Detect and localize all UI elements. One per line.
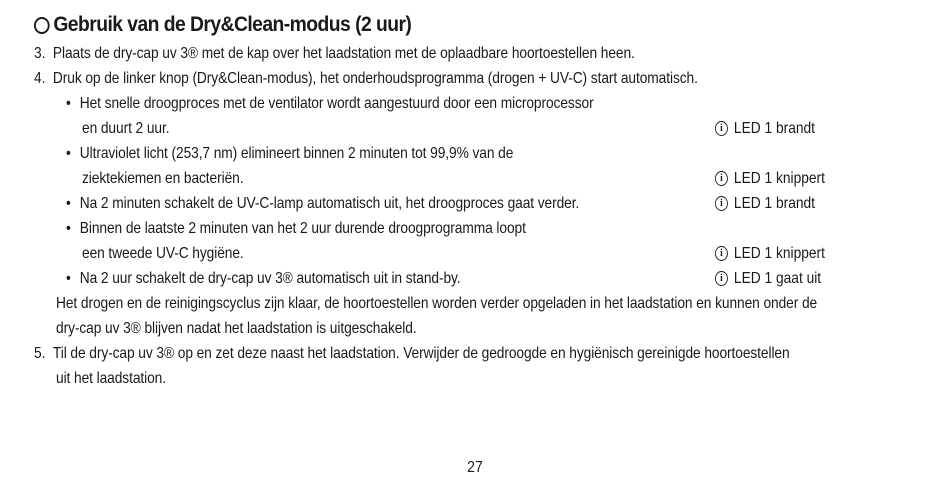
- step-number: 5.: [34, 345, 46, 362]
- step-text-continued: uit het laadstation.: [56, 370, 166, 387]
- led-status: [715, 191, 815, 216]
- info-icon: i: [715, 271, 728, 286]
- step-5: [34, 341, 790, 366]
- bullet-text-continued: en duurt 2 uur.: [82, 120, 170, 137]
- info-icon: i: [715, 246, 728, 261]
- led-status: [715, 241, 825, 266]
- bullet-marker: •: [66, 95, 71, 112]
- bullet-text: Na 2 uur schakelt de dry-cap uv 3® automatisch uit in stand-by.: [79, 270, 461, 287]
- bullet-text: Na 2 minuten schakelt de UV-C-lamp automatisch uit, het droogproces gaat verder.: [79, 195, 580, 212]
- section-heading: [34, 10, 411, 40]
- step-number: 3.: [34, 45, 46, 62]
- closing-paragraph: Het drogen en de reinigingscyclus zijn klaar, de hoortoestellen worden verder opgeladen in het laadstation en kunnen onder de: [56, 295, 818, 312]
- bullet-item: [66, 141, 514, 166]
- led-status-text: LED 1 knippert: [733, 170, 825, 187]
- led-status: [715, 166, 825, 191]
- step-3: [34, 41, 635, 66]
- led-status-text: LED 1 brandt: [733, 195, 816, 212]
- bullet-text: Het snelle droogproces met de ventilator wordt aangestuurd door een microprocessor: [79, 95, 594, 112]
- bullet-marker: •: [66, 195, 71, 212]
- bullet-item: [66, 216, 526, 241]
- step-text: Druk op de linker knop (Dry&Clean-modus), het onderhoudsprogramma (drogen + UV-C) start automatisch.: [52, 70, 698, 87]
- led-status-text: LED 1 gaat uit: [733, 270, 822, 287]
- bullet-marker: •: [66, 220, 71, 237]
- led-status: [715, 266, 821, 291]
- bullet-text: Ultraviolet licht (253,7 nm) elimineert binnen 2 minuten tot 99,9% van de: [79, 145, 514, 162]
- info-icon: i: [715, 196, 728, 211]
- step-number: 4.: [34, 70, 46, 87]
- info-icon: i: [715, 171, 728, 186]
- led-status-text: LED 1 knippert: [733, 245, 825, 262]
- bullet-text: Binnen de laatste 2 minuten van het 2 uur durende droogprogramma loopt: [79, 220, 526, 237]
- info-icon: i: [715, 121, 728, 136]
- bullet-marker: •: [66, 270, 71, 287]
- led-status: [715, 116, 815, 141]
- bullet-marker: •: [66, 145, 71, 162]
- circle-icon: [34, 17, 50, 34]
- page-number: 27: [467, 459, 483, 476]
- bullet-item: [66, 266, 461, 291]
- section-heading-text: Gebruik van de Dry&Clean-modus (2 uur): [53, 13, 412, 36]
- step-text: Til de dry-cap uv 3® op en zet deze naast het laadstation. Verwijder de gedroogde en hygiënisch gereinigde hoortoestellen: [52, 345, 790, 362]
- bullet-text-continued: ziektekiemen en bacteriën.: [82, 170, 244, 187]
- bullet-item: [66, 191, 580, 216]
- step-text: Plaats de dry-cap uv 3® met de kap over het laadstation met de oplaadbare hoortoestellen heen.: [52, 45, 635, 62]
- closing-paragraph-continued: dry-cap uv 3® blijven nadat het laadstation is uitgeschakeld.: [56, 320, 417, 337]
- led-status-text: LED 1 brandt: [733, 120, 816, 137]
- bullet-item: [66, 91, 594, 116]
- step-4: [34, 66, 698, 91]
- bullet-text-continued: een tweede UV-C hygiëne.: [82, 245, 244, 262]
